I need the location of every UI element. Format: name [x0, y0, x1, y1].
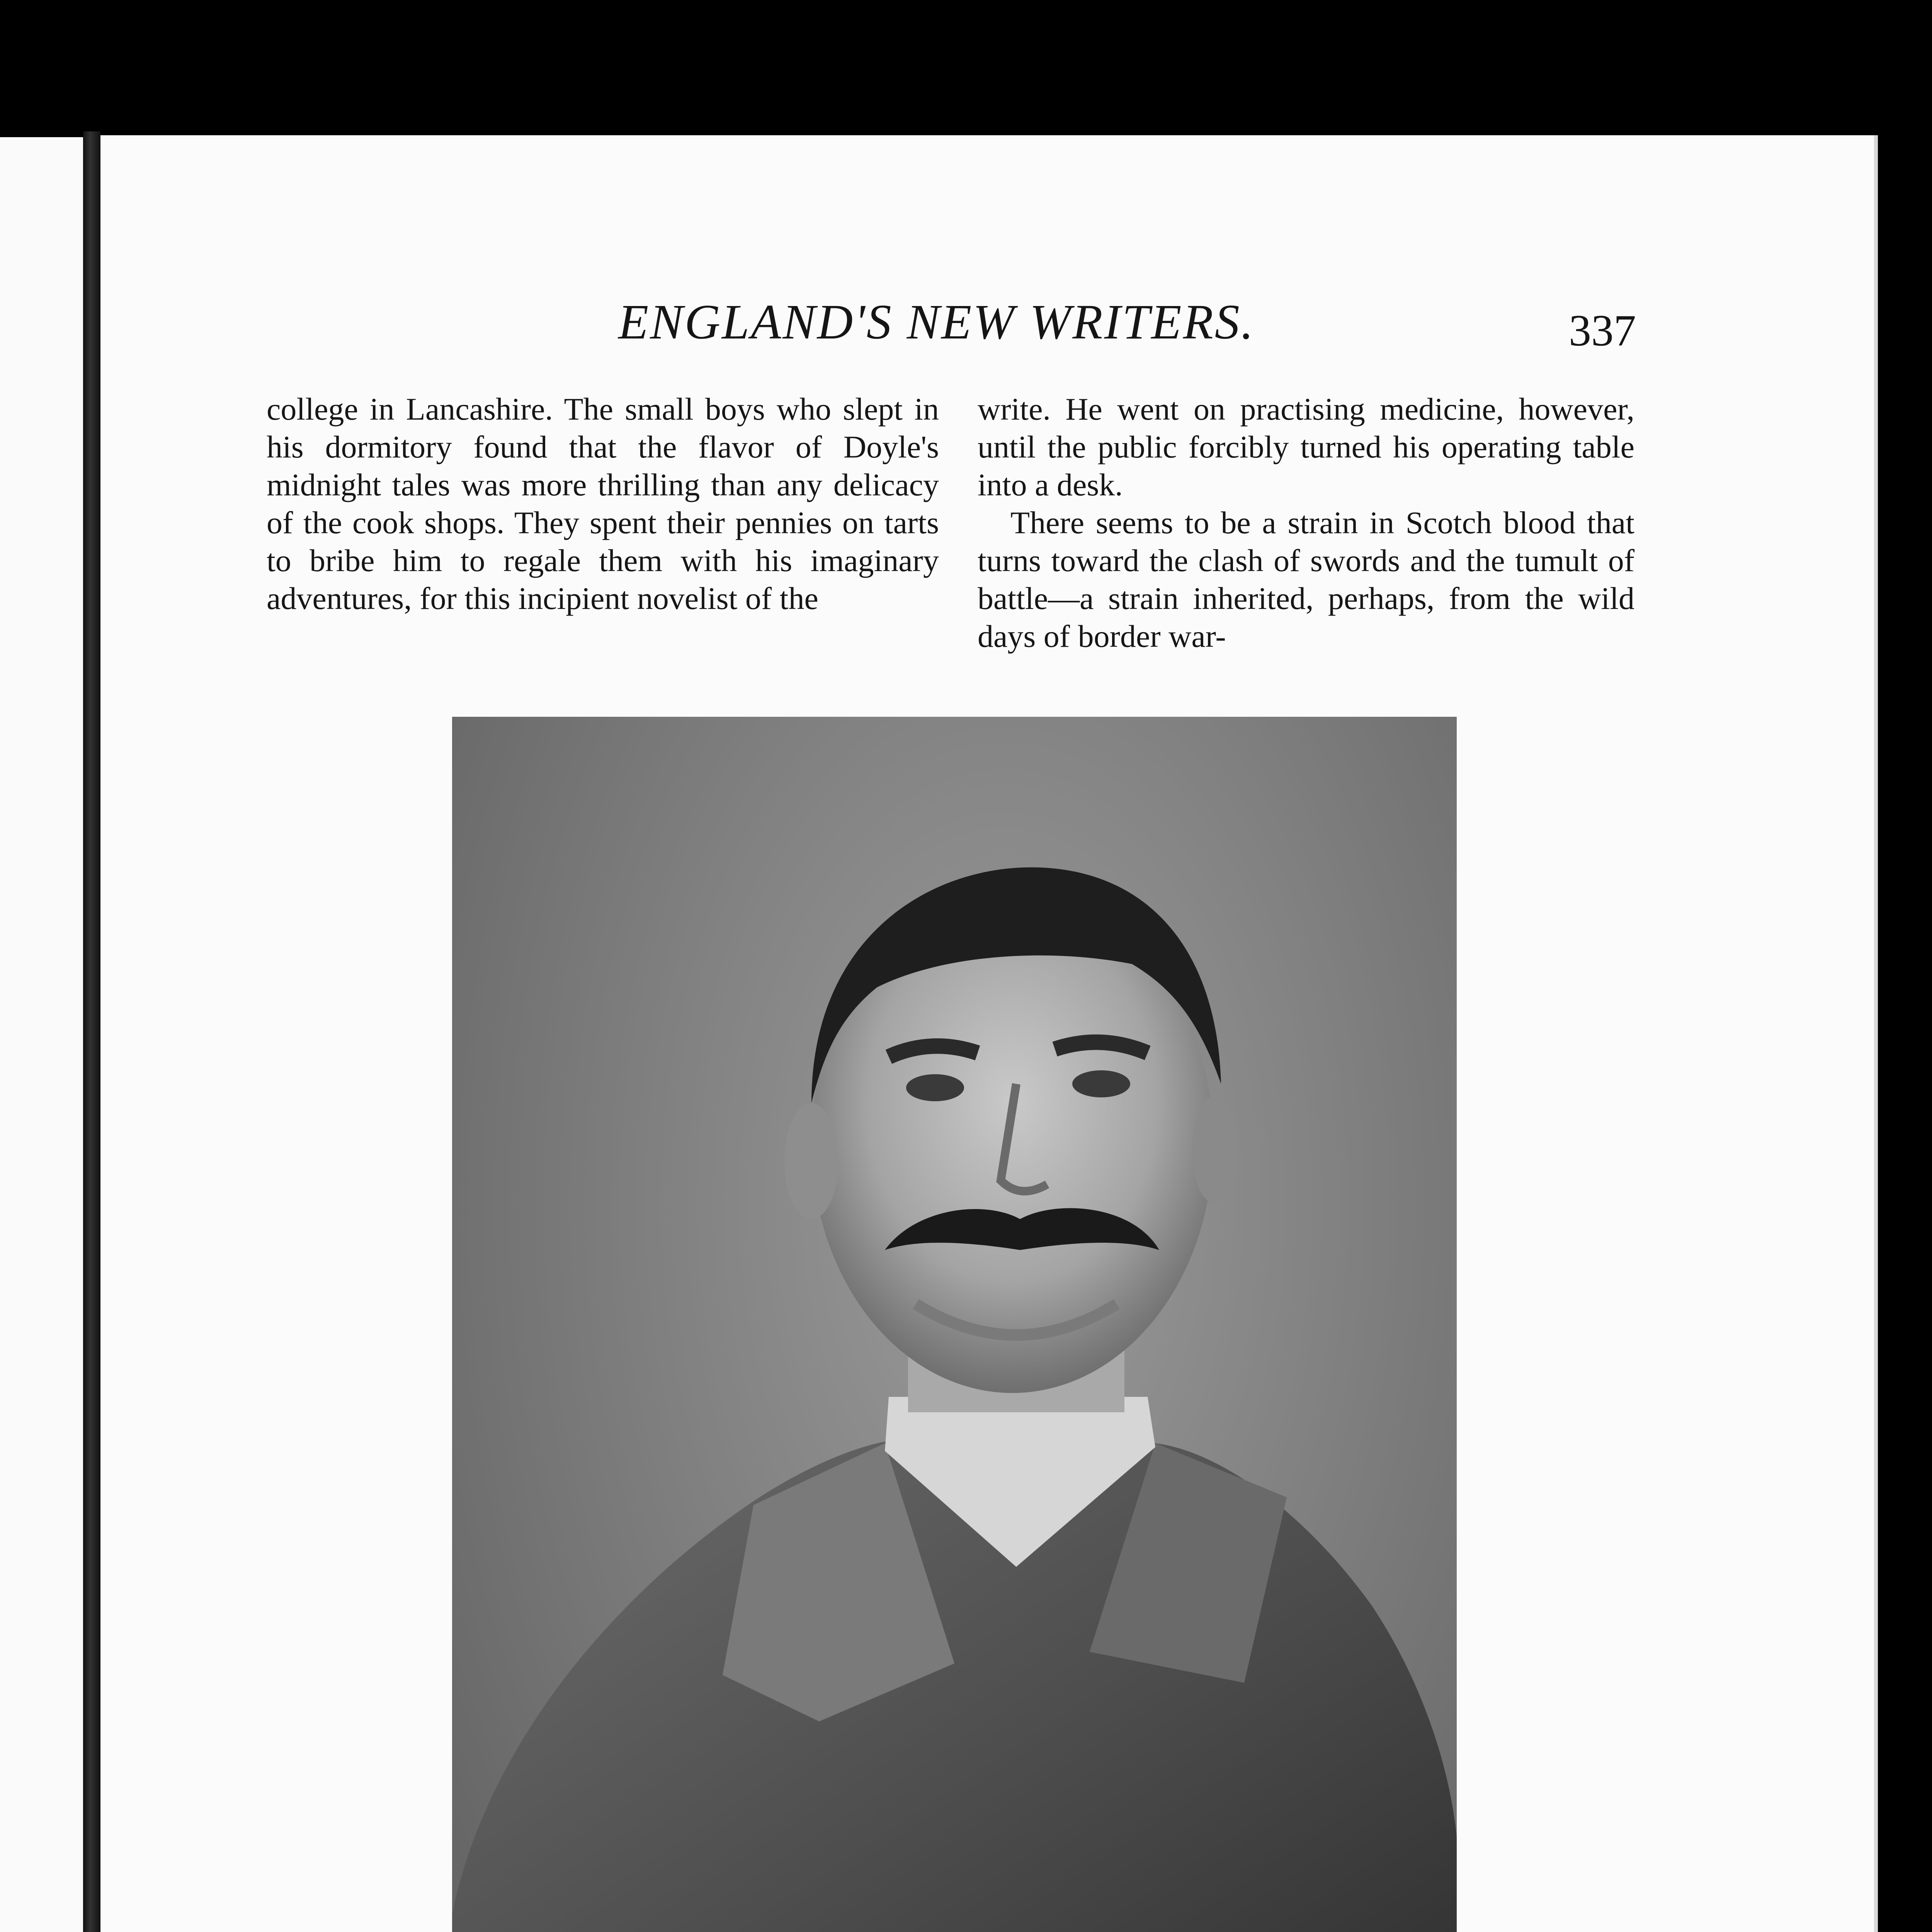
- facing-page-edge: [0, 137, 83, 1932]
- paragraph: write. He went on practising medicine, however, until the public forcibly turned his operating table into a desk.: [978, 391, 1634, 502]
- book-gutter: [83, 131, 100, 1932]
- page-number: 337: [1569, 306, 1636, 355]
- paragraph: There seems to be a strain in Scotch blood that turns toward the clash of swords and the tumult of battle—a strain inherited, perhaps, from the wild days of border war-: [978, 505, 1634, 654]
- text-column-top-left: [267, 390, 939, 617]
- text-column-top-right: [978, 390, 1634, 655]
- portrait-image: [452, 717, 1457, 1932]
- paragraph: college in Lancashire. The small boys who slept in his dormitory found that the flavor of Doyle's midnight tales was more thrilling than any delicacy of the cook shops. They spent their pennies on tarts to bribe him to regale them with his imaginary adventures, for this incipient novelist of the: [267, 391, 939, 616]
- page-edge-shadow: [1874, 135, 1878, 1932]
- portrait-photograph: [452, 717, 1457, 1932]
- running-head: ENGLAND'S NEW WRITERS.: [618, 294, 1255, 349]
